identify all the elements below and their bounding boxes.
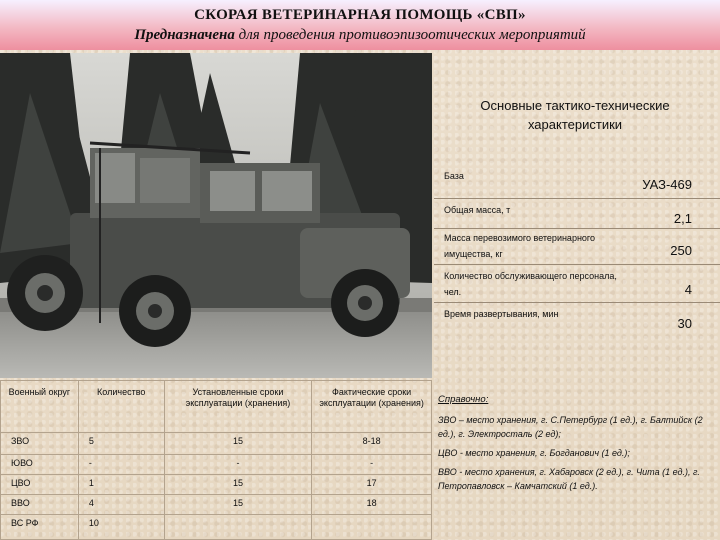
spec-value: 2,1 xyxy=(673,211,692,226)
cell-actual xyxy=(312,515,432,540)
spec-row-mass xyxy=(434,199,720,229)
cell-district: ВС РФ xyxy=(1,515,79,540)
slide-subtitle xyxy=(0,24,720,44)
cell-actual: 17 xyxy=(312,475,432,495)
cell-actual: 8-18 xyxy=(312,433,432,455)
table-row xyxy=(1,455,432,475)
slide-header xyxy=(0,0,720,50)
cell-count: - xyxy=(78,455,164,475)
table-row xyxy=(1,475,432,495)
spec-label: Общая масса, т xyxy=(444,205,511,215)
cell-actual: - xyxy=(312,455,432,475)
spec-row-base xyxy=(434,160,720,199)
cell-district: ЦВО xyxy=(1,475,79,495)
subtitle-bold: Предназначена xyxy=(134,27,235,43)
note-item: ВВО - место хранения, г. Хабаровск (2 ед.), г. Чита (1 ед.), г. Петропавловск – Камчатский (1 ед.). xyxy=(438,467,700,491)
cell-district: ЮВО xyxy=(1,455,79,475)
cell-count: 1 xyxy=(78,475,164,495)
slide-title: СКОРАЯ ВЕТЕРИНАРНАЯ ПОМОЩЬ «СВП» xyxy=(194,7,526,23)
spec-label: База xyxy=(444,171,464,181)
spec-label: Количество обслуживающего персонала, чел. xyxy=(444,271,617,297)
vehicle-photo xyxy=(0,53,432,378)
specs-table xyxy=(434,160,720,333)
specs-title: Основные тактико-технические характеристики xyxy=(480,98,670,132)
spec-value: 30 xyxy=(677,316,692,331)
cell-actual: 18 xyxy=(312,495,432,515)
header-district: Военный округ xyxy=(1,381,79,433)
spec-row-deploy xyxy=(434,303,720,333)
table-row xyxy=(1,495,432,515)
cell-planned xyxy=(164,515,312,540)
spec-value: УАЗ-469 xyxy=(642,177,692,192)
reference-note xyxy=(438,393,718,498)
header-count: Количество xyxy=(78,381,164,433)
cell-count: 4 xyxy=(78,495,164,515)
spec-value: 250 xyxy=(670,243,692,258)
cell-count: 5 xyxy=(78,433,164,455)
spec-row-crew xyxy=(434,265,720,303)
cell-planned: 15 xyxy=(164,495,312,515)
cell-planned: 15 xyxy=(164,475,312,495)
spec-label: Масса перевозимого ветеринарного имущества, кг xyxy=(444,233,596,259)
cell-planned: - xyxy=(164,455,312,475)
spec-label: Время развертывания, мин xyxy=(444,309,559,319)
note-title: Справочно: xyxy=(438,394,489,405)
note-item: ЗВО – место хранения, г. С.Петербург (1 ед.), г. Балтийск (2 ед.), г. Электросталь (2 ед); xyxy=(438,415,703,439)
cell-district: ЗВО xyxy=(1,433,79,455)
table-header-row xyxy=(1,381,432,433)
table-row xyxy=(1,515,432,540)
usage-table xyxy=(0,380,432,540)
header-planned-terms: Установленные сроки эксплуатации (хранения) xyxy=(164,381,312,433)
cell-planned: 15 xyxy=(164,433,312,455)
note-item: ЦВО - место хранения, г. Богданович (1 ед.); xyxy=(438,448,630,458)
header-actual-terms: Фактические сроки эксплуатации (хранения) xyxy=(312,381,432,433)
subtitle-rest: для проведения противоэпизоотических мероприятий xyxy=(234,27,586,43)
spec-value: 4 xyxy=(684,282,692,297)
spec-row-cargo xyxy=(434,229,720,265)
cell-district: ВВО xyxy=(1,495,79,515)
table-row xyxy=(1,433,432,455)
cell-count: 10 xyxy=(78,515,164,540)
